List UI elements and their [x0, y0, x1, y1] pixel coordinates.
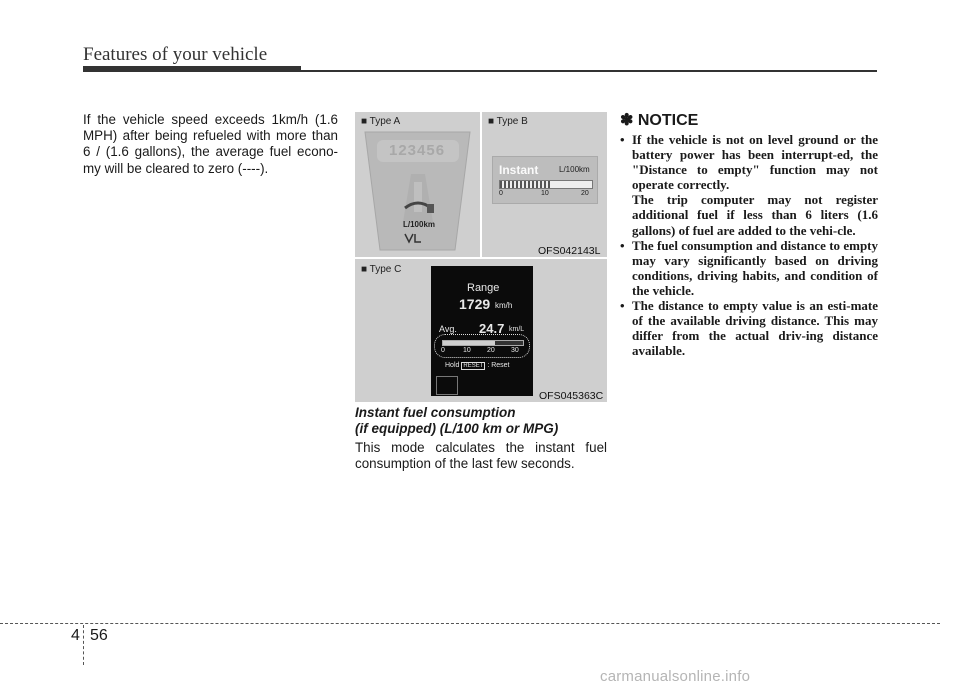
- section-title: [355, 405, 610, 436]
- type-b-scale-2: 20: [581, 190, 589, 197]
- type-c-scale-0: 0: [441, 347, 445, 354]
- section-body: This mode calculates the instant fuel consumption of the last few seconds.: [355, 440, 607, 472]
- type-c-bar-fill: [443, 341, 495, 345]
- left-paragraph: If the vehicle speed exceeds 1km/h (1.6 MPH) after being refueled with more than 6 / (1.6 gallons), the average fuel econo-my will be cleared to zero (----).: [83, 112, 338, 176]
- type-c-range-unit: km/h: [495, 301, 513, 310]
- notice-bullet: •: [620, 237, 625, 253]
- figure-type-c: [355, 259, 607, 402]
- notice-item-text: The distance to empty value is an esti-mate of the available driving distance. This may differ from the actual driv-ing distance available.: [632, 298, 878, 359]
- notice-item-text: If the vehicle is not on level ground or the battery power has been interrupt-ed, the "Distance to empty" function may not operate correctly.: [632, 132, 878, 193]
- type-c-hold-text: Hold: [445, 362, 460, 369]
- footer-dashed-rule: [0, 623, 940, 624]
- header-rule-thick: [83, 66, 301, 72]
- type-b-display: [492, 156, 598, 204]
- type-b-mode: Instant: [499, 163, 539, 177]
- type-b-label: ■ Type B: [488, 116, 528, 127]
- figure-type-b: [482, 112, 607, 257]
- page-header-title: Features of your vehicle: [83, 44, 268, 65]
- type-b-bar-fill: [500, 181, 551, 188]
- type-c-label: ■ Type C: [361, 264, 402, 275]
- type-a-unit: L/100km: [403, 220, 436, 229]
- type-c-scale-1: 10: [463, 347, 471, 354]
- type-c-corner-box: [436, 376, 458, 395]
- notice-item: [620, 298, 878, 358]
- notice-item-text: The fuel consumption and distance to empty may vary significantly based on driving conditions, driving habits, and condition of the vehicle.: [632, 237, 878, 298]
- notice-bullet: •: [620, 298, 625, 314]
- type-c-avg-label: Avg.: [439, 324, 457, 334]
- type-a-label: ■ Type A: [361, 116, 401, 127]
- figure-code-bottom: OFS045363C: [539, 390, 604, 402]
- figure-code-top: OFS042143L: [538, 245, 601, 257]
- type-c-reset-key: RESET: [463, 363, 484, 369]
- notice-item: [620, 238, 878, 298]
- notice-list: [620, 132, 878, 358]
- section-title-line1: Instant fuel consumption: [355, 405, 516, 420]
- type-c-gauge-highlight: [434, 334, 530, 358]
- type-c-bar-track: [442, 340, 524, 346]
- section-title-line2: (if equipped) (L/100 km or MPG): [355, 420, 559, 436]
- page-chapter: 4: [71, 627, 80, 644]
- watermark: carmanualsonline.info: [600, 668, 751, 685]
- type-b-unit: L/100km: [559, 165, 590, 174]
- page-number: 56: [90, 627, 108, 644]
- notice-title: ✽ NOTICE: [620, 112, 699, 129]
- type-c-title: Range: [467, 282, 500, 294]
- type-c-range-value: 1729: [459, 296, 491, 312]
- type-c-reset-text: : Reset: [487, 362, 510, 369]
- type-b-bar-track: [499, 180, 593, 189]
- figure-type-a: [355, 112, 480, 257]
- type-c-display: [431, 266, 533, 396]
- notice-bullet: •: [620, 132, 625, 147]
- type-c-reset-row: [445, 362, 510, 369]
- type-c-avg-value: 24.7: [479, 321, 505, 336]
- type-b-scale-1: 10: [541, 190, 549, 197]
- footer-dashed-divider: [83, 625, 84, 665]
- type-b-scale-0: 0: [499, 190, 503, 197]
- type-c-scale-2: 20: [487, 347, 495, 354]
- header-rule-thin: [301, 70, 877, 72]
- type-a-display-digits: 123456: [389, 142, 446, 159]
- type-c-scale-3: 30: [511, 347, 519, 354]
- type-a-cluster-illustration: [355, 112, 480, 257]
- notice-item: [620, 132, 878, 238]
- notice-item-extra: The trip computer may not register additional fuel if less than 6 liters (1.6 gallons) of fuel are added to the vehi-cle.: [632, 192, 878, 238]
- type-c-avg-unit: km/L: [509, 326, 525, 333]
